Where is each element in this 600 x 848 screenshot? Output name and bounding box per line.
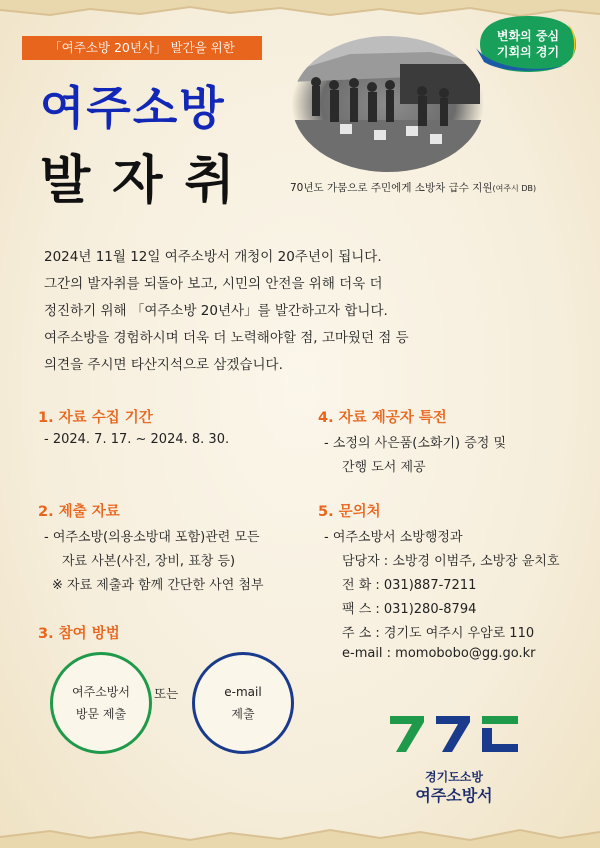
intro-paragraph: [44, 244, 564, 379]
org-name-line-2: 여주소방서: [415, 786, 493, 805]
section-5-line: e-mail : momobobo@gg.go.kr: [342, 646, 536, 661]
intro-line: 의견을 주시면 타산지석으로 삼겠습니다.: [44, 357, 283, 373]
section-1-title: 1. 자료 수집 기간: [38, 410, 153, 426]
section-5-line: 주 소 : 경기도 여주시 우암로 110: [342, 626, 535, 641]
slogan-line-2: 기회의 경기: [496, 45, 560, 59]
gyeonggi-fire-logo: [388, 712, 520, 756]
visit-submission-circle: [50, 652, 152, 754]
intro-line: 여주소방을 경험하시며 더욱 더 노력해야할 점, 고마웠던 점 등: [44, 330, 409, 346]
section-2-title: 2. 제출 자료: [38, 504, 120, 520]
visit-line-2: 방문 제출: [75, 707, 127, 721]
intro-line: 그간의 발자취를 되돌아 보고, 시민의 안전을 위해 더욱 더: [44, 276, 383, 292]
section-5-line: 전 화 : 031)887-7211: [342, 578, 477, 593]
section-4-line: 간행 도서 제공: [342, 460, 426, 475]
intro-line: 정진하기 위해 「여주소방 20년사」를 발간하고자 합니다.: [44, 303, 388, 319]
title-line-2: 발자취: [40, 150, 257, 211]
section-5-title: 5. 문의처: [318, 504, 381, 520]
photo-caption: [290, 180, 550, 195]
title-line-1: 여주소방: [40, 81, 226, 135]
org-name-line-1: 경기도소방: [425, 770, 483, 784]
section-2-line: 자료 사본(사진, 장비, 표창 등): [62, 554, 236, 569]
email-line-2: 제출: [231, 707, 255, 721]
intro-line: 2024년 11월 12일 여주소방서 개청이 20주년이 됩니다.: [44, 249, 382, 265]
slogan-line-1: 변화의 중심: [496, 29, 560, 43]
publication-tag: 「여주소방 20년사」 발간을 위한: [22, 36, 262, 60]
or-label: 또는: [154, 686, 179, 701]
section-5-line: - 여주소방서 소방행정과: [324, 530, 463, 545]
email-submission-circle: [192, 652, 294, 754]
photo-caption-text: 70년도 가뭄으로 주민에게 소방차 급수 지원: [290, 182, 493, 194]
section-5-line: 팩 스 : 031)280-8794: [342, 602, 477, 617]
torn-paper-bottom-edge: [0, 788, 600, 848]
section-4-line: - 소정의 사은품(소화기) 증정 및: [324, 436, 507, 451]
slogan-badge: [474, 14, 580, 74]
section-3-title: 3. 참여 방법: [38, 626, 120, 642]
section-5-line: 담당자 : 소방경 이범주, 소방장 윤치호: [342, 554, 560, 569]
section-4-title: 4. 자료 제공자 특전: [318, 410, 447, 426]
email-line-1: e-mail: [224, 685, 262, 699]
photo-caption-note: (여주시 DB): [492, 184, 537, 193]
section-2-line: - 여주소방(의용소방대 포함)관련 모든: [44, 530, 260, 545]
section-1-line: - 2024. 7. 17. ~ 2024. 8. 30.: [44, 432, 230, 447]
section-2-line: ※ 자료 제출과 함께 간단한 사연 첨부: [52, 578, 264, 593]
visit-line-1: 여주소방서: [72, 685, 130, 699]
historical-photo: [290, 34, 486, 174]
